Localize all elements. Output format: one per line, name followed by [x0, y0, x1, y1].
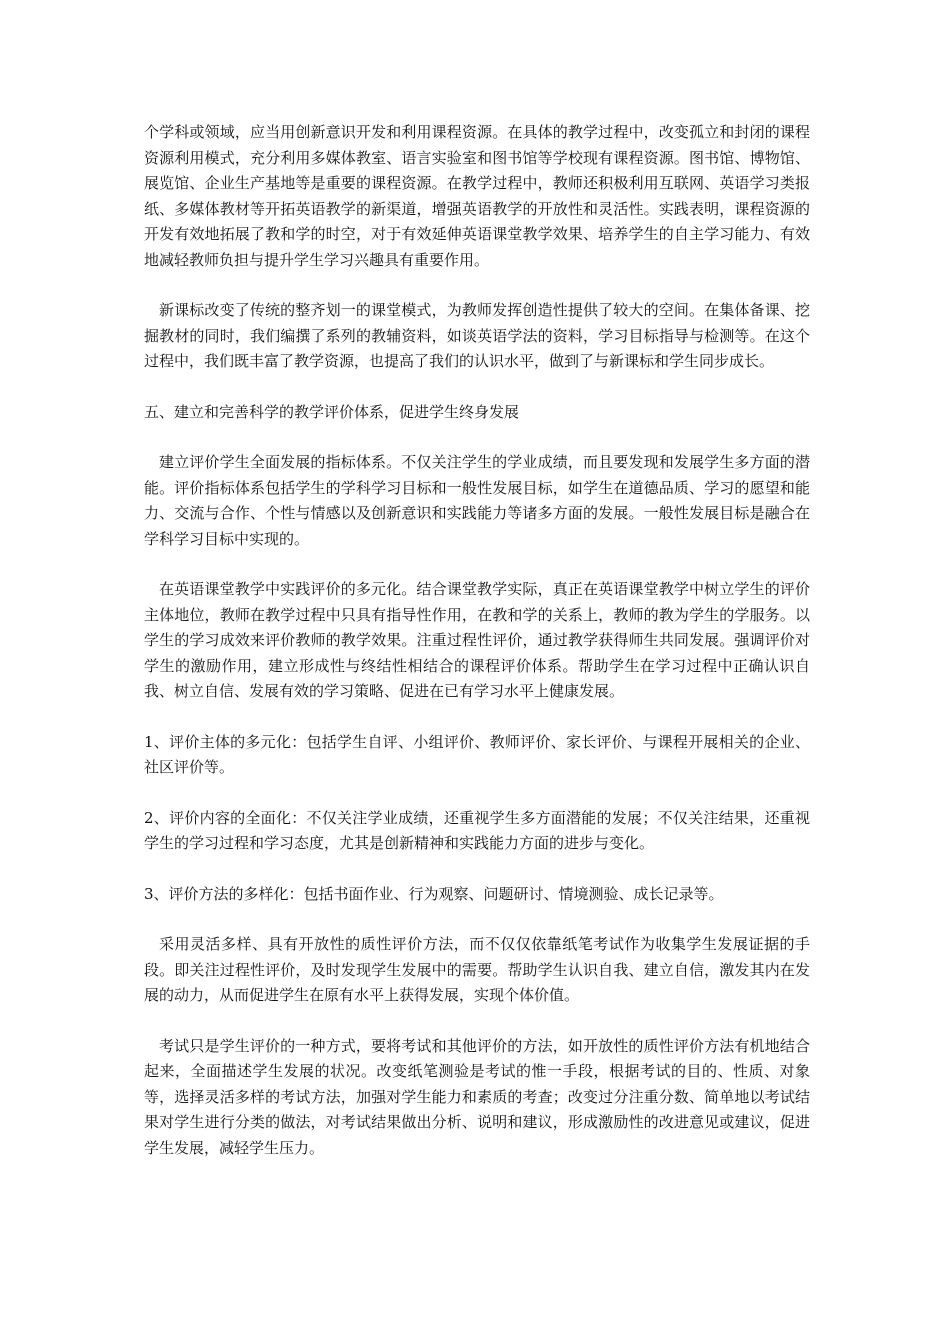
- document-page: [144, 120, 810, 1186]
- list-item-3: 3、评价方法的多样化：包括书面作业、行为观察、问题研讨、情境测验、成长记录等。: [144, 884, 724, 903]
- body-paragraph-4: 在英语课堂教学中实践评价的多元化。结合课堂教学实际，真正在英语课堂教学中树立学生的评价主体地位，教师在教学过程中只具有指导性作用，在教和学的关系上，教师的教为学生的学服务。以学生的学习成效来评价教师的教学效果。注重过程性评价，通过教学获得师生共同发展。强调评价对学生的激励作用，建立形成性与终结性相结合的课程评价体系。帮助学生在学习过程中正确认识自我、树立自信、发展有效的学习策略、促进在已有学习水平上健康发展。: [144, 580, 810, 700]
- body-paragraph-6: 考试只是学生评价的一种方式，要将考试和其他评价的方法，如开放性的质性评价方法有机地结合起来，全面描述学生发展的状况。改变纸笔测验是考试的惟一手段，根据考试的目的、性质、对象等，选择灵活多样的考试方法，加强对学生能力和素质的考查；改变过分注重分数、简单地以考试结果对学生进行分类的做法，对考试结果做出分析、说明和建议，形成激励性的改进意见或建议，促进学生发展，减轻学生压力。: [144, 1036, 810, 1157]
- list-item-1: 1、评价主体的多元化：包括学生自评、小组评价、教师评价、家长评价、与课程开展相关的企业、社区评价等。: [144, 732, 810, 776]
- body-paragraph-3: 建立评价学生全面发展的指标体系。不仅关注学生的学业成绩，而且要发现和发展学生多方面的潜能。评价指标体系包括学生的学科学习目标和一般性发展目标，如学生在道德品质、学习的愿望和能力、交流与合作、个性与情感以及创新意识和实践能力等诸多方面的发展。一般性发展目标是融合在学科学习目标中实现的。: [144, 453, 810, 548]
- list-item-2: 2、评价内容的全面化：不仅关注学业成绩，还重视学生多方面潜能的发展；不仅关注结果，还重视学生的学习过程和学习态度，尤其是创新精神和实践能力方面的进步与变化。: [144, 808, 810, 852]
- section-heading-5: 五、建立和完善科学的教学评价体系，促进学生终身发展: [144, 402, 520, 421]
- body-paragraph-5: 采用灵活多样、具有开放性的质性评价方法，而不仅仅依靠纸笔考试作为收集学生发展证据的手段。即关注过程性评价，及时发现学生发展中的需要。帮助学生认识自我、建立自信，激发其内在发展的动力，从而促进学生在原有水平上获得发展，实现个体价值。: [144, 935, 810, 1004]
- body-paragraph-2: 新课标改变了传统的整齐划一的课堂模式，为教师发挥创造性提供了较大的空间。在集体备课、挖掘教材的同时，我们编撰了系列的教辅资料，如谈英语学法的资料，学习目标指导与检测等。在这个过程中，我们既丰富了教学资源，也提高了我们的认识水平，做到了与新课标和学生同步成长。: [144, 301, 810, 370]
- body-paragraph-1: 个学科或领域，应当用创新意识开发和利用课程资源。在具体的教学过程中，改变孤立和封闭的课程资源利用模式，充分利用多媒体教室、语言实验室和图书馆等学校现有课程资源。图书馆、博物馆、展览馆、企业生产基地等是重要的课程资源。在教学过程中，教师还积极利用互联网、英语学习类报纸、多媒体教材等开拓英语教学的新渠道，增强英语教学的开放性和灵活性。实践表明，课程资源的开发有效地拓展了教和学的时空，对于有效延伸英语课堂教学效果、培养学生的自主学习能力、有效地减轻教师负担与提升学生学习兴趣具有重要作用。: [144, 123, 810, 269]
